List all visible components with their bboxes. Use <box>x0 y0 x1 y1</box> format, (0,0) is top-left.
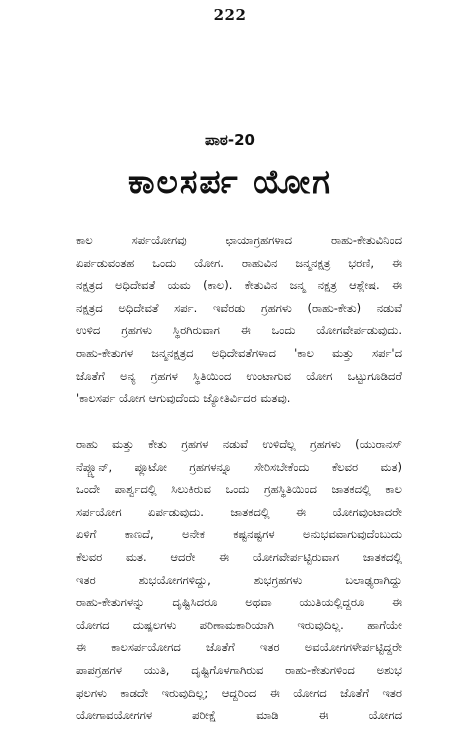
chapter-title: ಕಾಲಸರ್ಪ ಯೋಗ <box>127 162 333 201</box>
text-line: ಪಾಪಗ್ರಹಗಳ ಯುತಿ, ದೃಷ್ಟಿಗೊಳಗಾಗಿರುವ ರಾಹು-ಕೇತುಗಳಿಂದ ಅಶುಭ <box>76 662 402 677</box>
text-line: ನಕ್ಷತ್ರದ ಅಧಿದೇವತೆ ಯಮ (ಕಾಲ). ಕೇತುವಿನ ಜನ್ಮ ನಕ್ಷತ್ರ ಆಶ್ಲೇಷ. ಈ <box>76 278 402 293</box>
text-line: ಸರ್ಪಯೋಗ ಏರ್ಪಡುವುದು. ಜಾತಕದಲ್ಲಿ ಈ ಯೋಗವುಂಟಾದರೇ <box>76 504 402 519</box>
page-number: 222 <box>213 6 247 24</box>
text-line: ಕಾಲ ಸರ್ಪಯೋಗವು ಛಾಯಾಗ್ರಹಗಳಾದ ರಾಹು-ಕೇತುವಿನಿಂದ <box>76 233 402 247</box>
text-line: ರಾಹು-ಕೇತುಗಳನ್ನು ದೃಷ್ಟಿಸಿದರೂ ಅಥವಾ ಯುತಿಯಲ್ಲಿದ್ದರೂ ಈ <box>76 595 402 610</box>
text-line: ರಾಹು-ಕೇತುಗಳ ಜನ್ಮನಕ್ಷತ್ರದ ಅಧಿದೇವತೆಗಳಾದ 'ಕಾಲ ಮತ್ತು ಸರ್ಪ'ದ <box>76 345 402 360</box>
paragraph-2 <box>76 433 402 727</box>
lesson-label: ಪಾಠ-20 <box>205 131 255 149</box>
text-line: ಏರ್ಪಡುವಂತಹ ಒಂದು ಯೋಗ. ರಾಹುವಿನ ಜನ್ಮನಕ್ಷತ್ರ ಭರಣಿ, ಈ <box>76 255 402 270</box>
text-line: ಯೋಗದ ದುಷ್ಪಲಗಳು ಪರಿಣಾಮಕಾರಿಯಾಗಿ ಇರುವುದಿಲ್ಲ. ಹಾಗೆಯೇ <box>76 617 402 632</box>
text-line: ಯೋಗಾವಯೋಗಗಳ ಪರೀಕ್ಷೆ ಮಾಡಿ ಈ ಯೋಗದ <box>76 708 402 723</box>
text-line: ಒಂದೇ ಪಾರ್ಶ್ವದಲ್ಲಿ ಸಿಲುಕಿರುವ ಒಂದು ಗ್ರಹಸ್ಥಿತಿಯಿಂದ ಜಾತಕದಲ್ಲಿ ಕಾಲ <box>76 482 402 497</box>
text-line: ಕೆಲವರ ಮತ. ಆದರೇ ಈ ಯೋಗವೇರ್ಪಟ್ಟಿರುವಾಗ ಜಾತಕದಲ್ಲಿ <box>76 549 402 564</box>
text-line: ಉಳಿದ ಗ್ರಹಗಳು ಸ್ಥಿರಗಿರುವಾಗ ಈ ಒಂದು ಯೋಗವೇರ್ಪಡುವುದು. <box>76 323 402 338</box>
text-line: ಫಲಗಳು ಕಾಡದೇ ಇರುವುದಿಲ್ಲ; ಆದ್ದರಿಂದ ಈ ಯೋಗದ ಜೊತೆಗೆ ಇತರ <box>76 685 402 700</box>
paragraph-1 <box>76 229 402 410</box>
text-line: ನೆಪ್ಚ್ಯೂನ್, ಪ್ಲೂಟೋ ಗ್ರಹಗಳನ್ನೂ ಸೇರಿಸಬೇಕೆಂದು ಕೆಲವರ ಮತ) <box>76 459 402 474</box>
text-line: ಇತರ ಶುಭಯೋಗಗಳಿದ್ದು, ಶುಭಗ್ರಹಗಳು ಬಲಾಢ್ಯರಾಗಿದ್ದು <box>76 572 402 587</box>
text-line: ಈ ಕಾಲಸರ್ಪಯೋಗದ ಜೊತೆಗೆ ಇತರ ಅವಯೋಗಗಳೇರ್ಪಟ್ಟಿದ್ದರೇ <box>76 640 402 655</box>
text-line: ನಕ್ಷತ್ರದ ಅಧಿದೇವತೆ ಸರ್ಪ. ಇವೆರಡು ಗ್ರಹಗಳು (ರಾಹು-ಕೇತು) ನಡುವೆ <box>76 300 402 315</box>
text-line: ಜೊತೆಗೆ ಅನ್ಯ ಗ್ರಹಗಳ ಸ್ಥಿತಿಯಿಂದ ಉಂಟಾಗುವ ಯೋಗ ಒಟ್ಟುಗೂಡಿದರೆ <box>76 368 402 383</box>
text-line: ಏಳಿಗೆ ಕಾಣದೆ, ಅನೇಕ ಕಷ್ಟನಷ್ಟಗಳ ಅನುಭವವಾಗುವುದೆಂಬುದು <box>76 527 402 542</box>
text-line: ರಾಹು ಮತ್ತು ಕೇತು ಗ್ರಹಗಳ ನಡುವೆ ಉಳಿದೆಲ್ಲ ಗ್ರಹಗಳು (ಯುರಾನಸ್ <box>76 437 402 451</box>
text-line: 'ಕಾಲಸರ್ಪ ಯೋಗ ಆಗುವುದೆಂದು ಜ್ಯೋತಿರ್ವಿದರ ಮತವು. <box>76 391 291 406</box>
